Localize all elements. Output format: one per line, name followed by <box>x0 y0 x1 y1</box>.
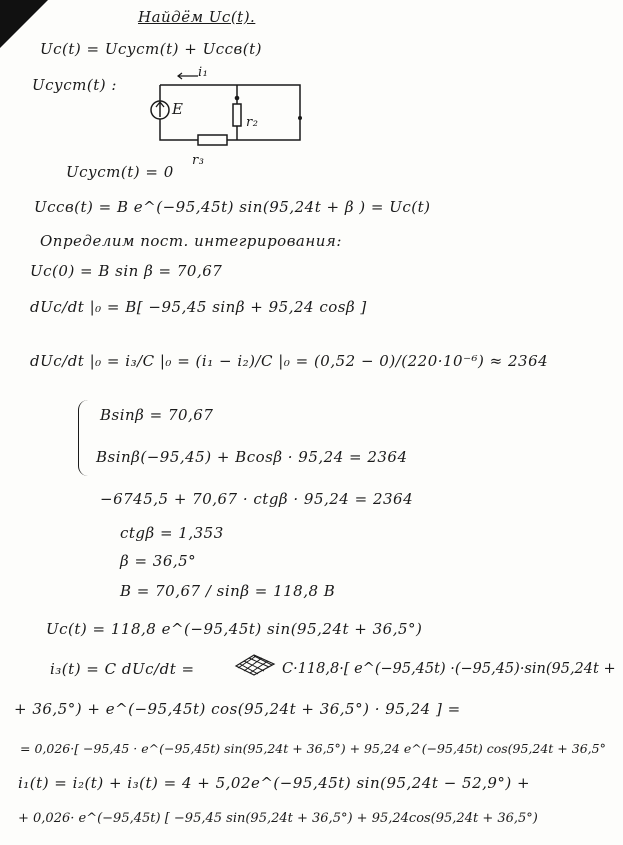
circuit-diagram <box>140 70 315 162</box>
system-equation-1: Bsinβ = 70,67 <box>100 406 214 424</box>
equation-line-16: i₃(t) = C dUc/dt = <box>50 660 195 678</box>
equation-line-2: Ucуст(t) : <box>32 76 117 94</box>
source-label: E <box>172 100 184 118</box>
equation-line-20: i₁(t) = i₂(t) + i₃(t) = 4 + 5,02e^(−95,45t) sin(95,24t − 52,9°) + <box>18 774 531 792</box>
current-label: i₁ <box>198 65 209 80</box>
r3-label: r₃ <box>192 153 205 168</box>
equation-line-19: = 0,026·[ −95,45 · e^(−95,45t) sin(95,24t + 36,5°) + 95,24 e^(−95,45t) cos(95,24t + 36,5° <box>20 741 606 756</box>
equation-line-21: + 0,026· e^(−95,45t) [ −95,45 sin(95,24t + 36,5°) + 95,24cos(95,24t + 36,5°) <box>18 811 538 826</box>
equation-line-15: Uc(t) = 118,8 e^(−95,45t) sin(95,24t + 36,5°) <box>46 620 423 638</box>
equation-line-17: C·118,8·[ e^(−95,45t) ·(−95,45)·sin(95,24t + <box>282 661 616 677</box>
scribble-mark <box>232 652 278 678</box>
system-equation-2: Bsinβ(−95,45) + Bcosβ · 95,24 = 2364 <box>96 448 408 466</box>
equation-line-7: dUc/dt |₀ = B[ −95,45 sinβ + 95,24 cosβ ] <box>30 298 367 316</box>
equation-line-4: Ucсв(t) = B e^(−95,45t) sin(95,24t + β ) = Uc(t) <box>34 198 431 216</box>
equation-line-18: + 36,5°) + e^(−95,45t) cos(95,24t + 36,5°) · 95,24 ] = <box>14 700 461 718</box>
equation-line-3: Ucуст(t) = 0 <box>66 163 174 181</box>
equation-line-6: Uc(0) = B sin β = 70,67 <box>30 262 223 280</box>
equation-line-11: −6745,5 + 70,67 · ctgβ · 95,24 = 2364 <box>100 490 414 508</box>
equation-line-8: dUc/dt |₀ = i₃/C |₀ = (i₁ − i₂)/C |₀ = (0,52 − 0)/(220·10⁻⁶) ≈ 2364 <box>30 352 549 370</box>
system-brace <box>78 400 89 476</box>
r2-label: r₂ <box>246 115 259 130</box>
page-title: Найдём Uc(t). <box>138 8 256 26</box>
equation-line-12: ctgβ = 1,353 <box>120 524 224 542</box>
equation-line-13: β = 36,5° <box>120 552 197 570</box>
equation-line-5: Определим пост. интегрирования: <box>40 232 342 250</box>
equation-line-14: B = 70,67 / sinβ = 118,8 B <box>120 582 336 600</box>
equation-line-1: Uc(t) = Ucуст(t) + Ucсв(t) <box>40 40 262 58</box>
